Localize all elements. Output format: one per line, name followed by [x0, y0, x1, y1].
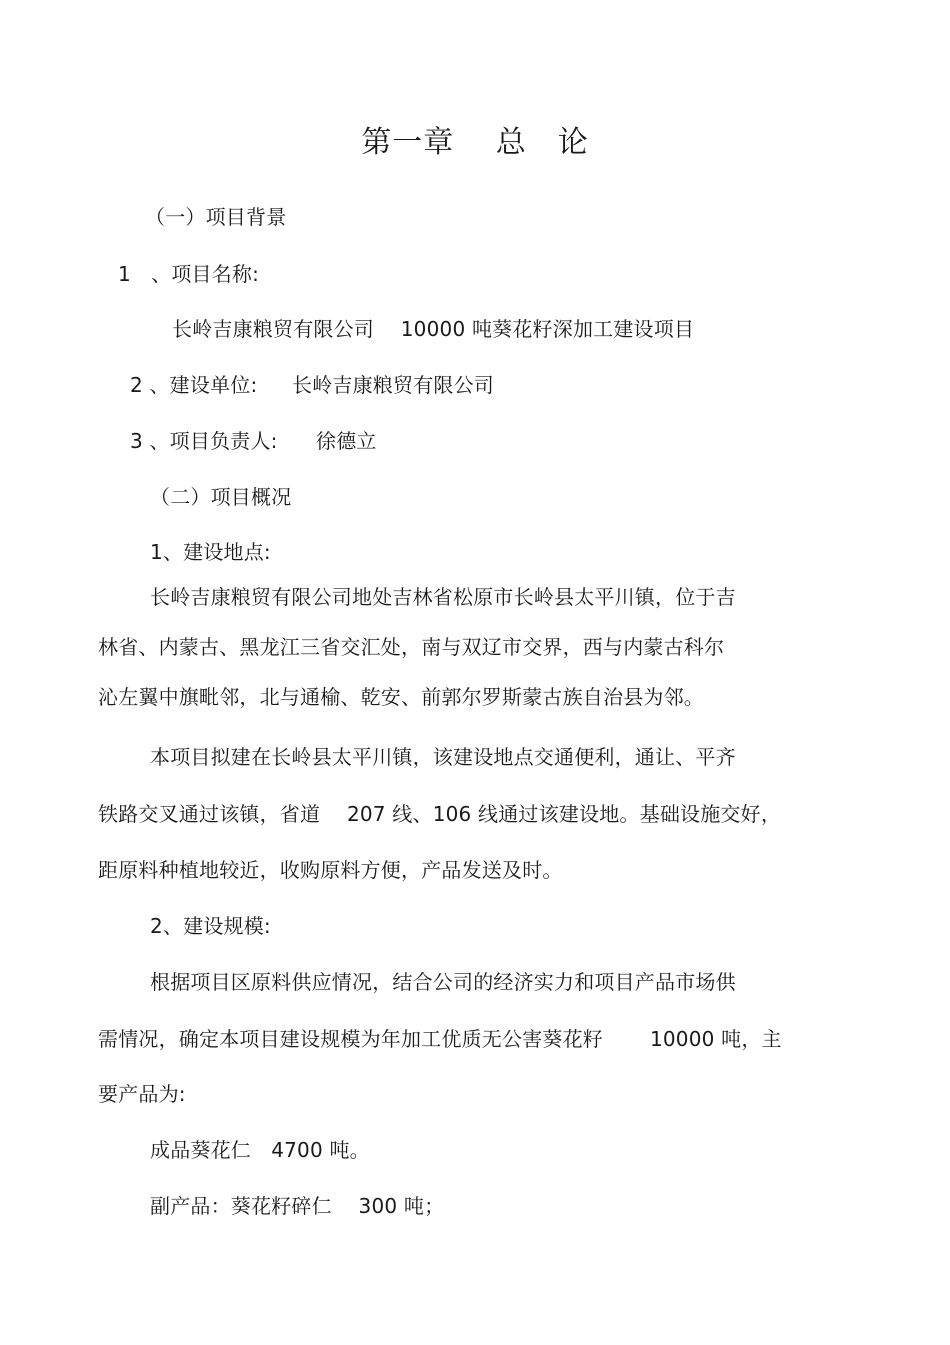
project-leader-value: 徐德立: [316, 429, 377, 453]
paragraph-line: 沁左翼中旗毗邻，北与通榆、乾安、前郭尔罗斯蒙古族自治县为邻。: [98, 685, 704, 709]
project-name-text: 长岭吉康粮贸有限公司 10000 吨葵花籽深加工建设项目: [172, 317, 695, 341]
product-byproduct: 副产品：葵花籽碎仁 300 吨；: [150, 1194, 445, 1218]
construction-unit-value: 长岭吉康粮贸有限公司: [292, 373, 494, 397]
item-project-name-label: 1 、项目名称:: [118, 262, 260, 286]
paragraph-line: 要产品为:: [98, 1082, 186, 1106]
item-construction-unit-label: 2 、建设单位:: [130, 373, 258, 397]
paragraph-line: 距原料种植地较近，收购原料方便，产品发送及时。: [98, 858, 563, 882]
location-heading: 1、建设地点:: [150, 540, 271, 564]
paragraph-line: 长岭吉康粮贸有限公司地处吉林省松原市长岭县太平川镇，位于吉: [150, 585, 736, 609]
section-heading-background: （一）项目背景: [145, 205, 287, 229]
paragraph-line: 本项目拟建在长岭县太平川镇，该建设地点交通便利，通让、平齐: [150, 745, 736, 769]
paragraph-line: 林省、内蒙古、黑龙江三省交汇处，南与双辽市交界，西与内蒙古科尔: [98, 635, 725, 659]
paragraph-line: 需情况，确定本项目建设规模为年加工优质无公害葵花籽 10000 吨，主: [98, 1027, 782, 1051]
item-project-leader-label: 3 、项目负责人:: [130, 429, 278, 453]
section-heading-overview: （二）项目概况: [150, 485, 292, 509]
scale-heading: 2、建设规模:: [150, 914, 271, 938]
paragraph-line: 根据项目区原料供应情况，结合公司的经济实力和项目产品市场供: [150, 970, 736, 994]
product-main: 成品葵花仁 4700 吨。: [150, 1138, 370, 1162]
chapter-title: 第一章 总 论: [361, 125, 589, 160]
paragraph-line: 铁路交叉通过该镇，省道 207 线、106 线通过该建设地。基础设施交好，: [98, 802, 782, 826]
